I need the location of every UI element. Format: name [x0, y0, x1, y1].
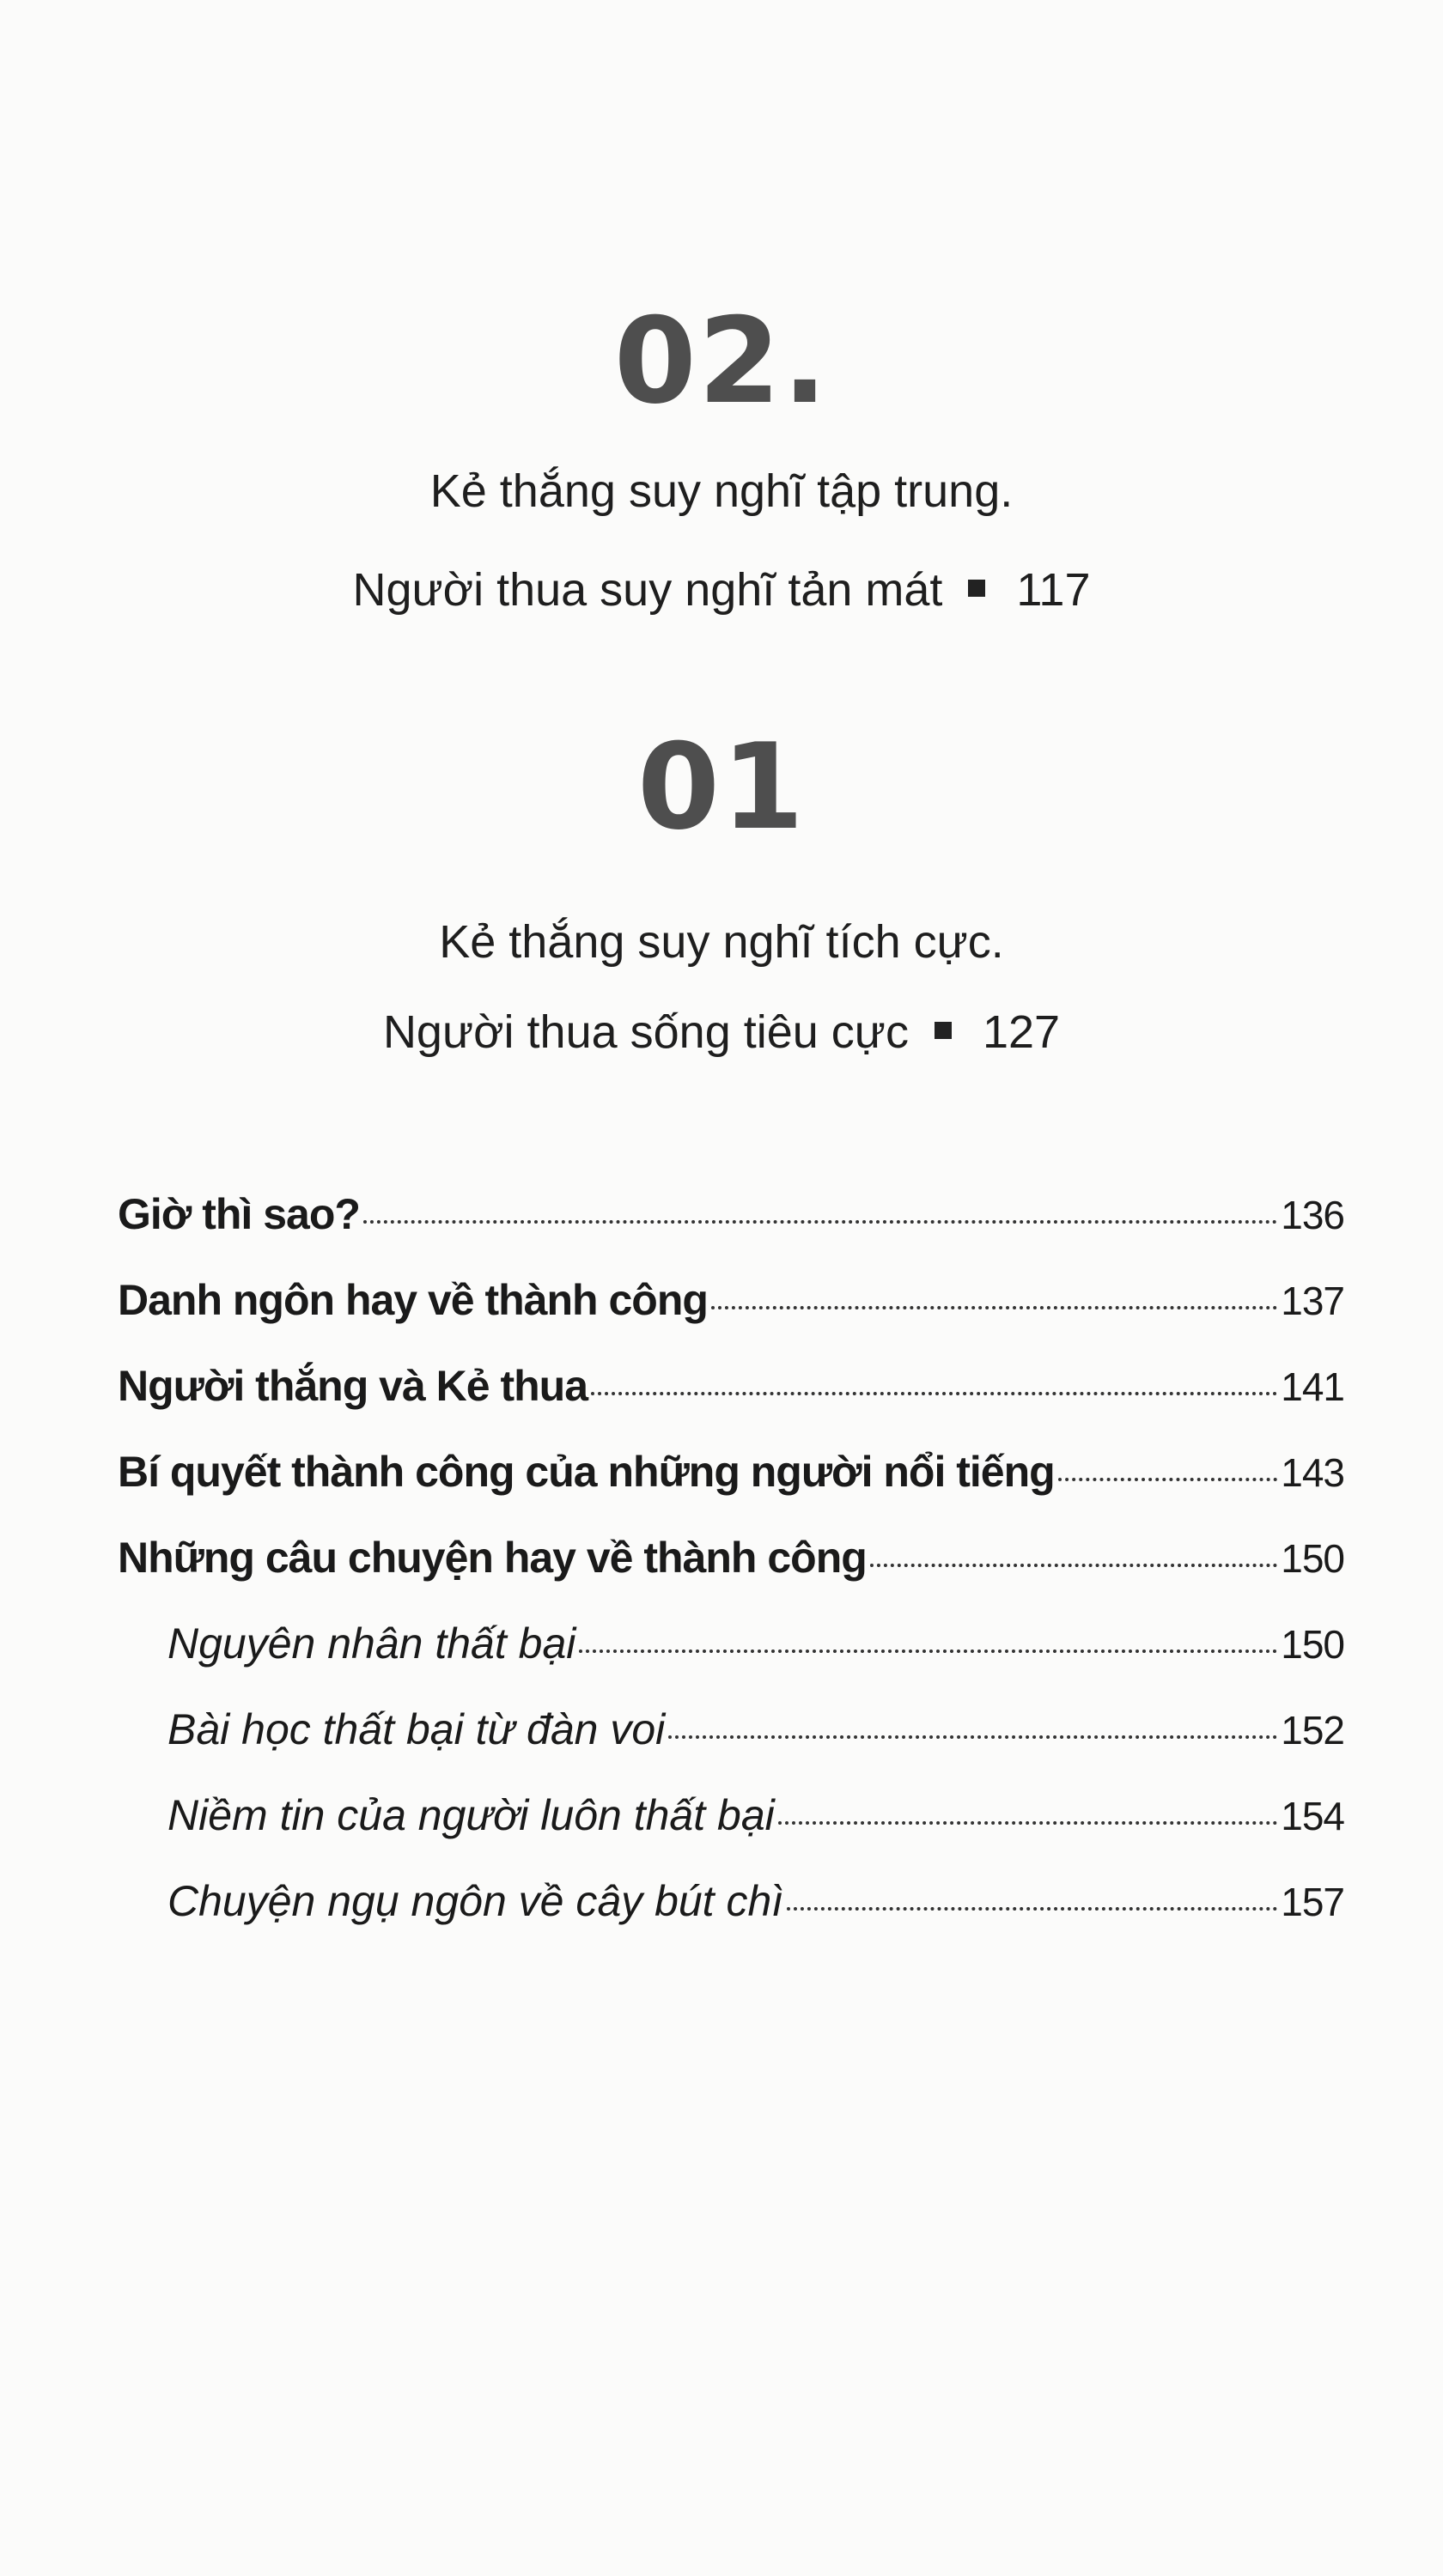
- toc-entry-title: Niềm tin của người luôn thất bại: [167, 1791, 775, 1839]
- toc-entry-page: 150: [1281, 1536, 1344, 1581]
- toc-entry-title: Chuyện ngụ ngôn về cây bút chì: [167, 1877, 784, 1925]
- chapter-number: 01: [636, 718, 807, 856]
- toc-entry-title: Nguyên nhân thất bại: [167, 1619, 576, 1668]
- chapter-title-line1: Kẻ thắng suy nghĩ tích cực.: [439, 916, 1004, 968]
- chapter-page: 127: [982, 1006, 1061, 1058]
- dot-leader: [787, 1907, 1277, 1911]
- toc-entry[interactable]: [118, 1275, 1344, 1361]
- toc-entry[interactable]: [118, 1619, 1344, 1704]
- chapter-title-line2: [0, 564, 1443, 616]
- chapter-page: 117: [1016, 564, 1091, 616]
- toc-entry-page: 141: [1281, 1364, 1344, 1409]
- toc-entry-title: Bài học thất bại từ đàn voi: [167, 1705, 666, 1753]
- toc-entry-page: 136: [1281, 1193, 1344, 1237]
- chapter-title-line1: Kẻ thắng suy nghĩ tập trung.: [429, 465, 1014, 517]
- square-bullet-icon: [935, 1022, 952, 1039]
- chapter-title-text: Người thua suy nghĩ tản mát: [352, 564, 943, 616]
- chapter-title-text: Người thua sống tiêu cực: [382, 1006, 909, 1058]
- dot-leader: [668, 1735, 1277, 1739]
- toc-entry-title: Giờ thì sao?: [118, 1190, 360, 1238]
- table-of-contents: [118, 1189, 1344, 1962]
- dot-leader: [870, 1564, 1277, 1567]
- toc-entry-title: Những câu chuyện hay về thành công: [118, 1534, 867, 1582]
- toc-entry-page: 143: [1281, 1450, 1344, 1495]
- chapter-number: 02.: [613, 292, 830, 430]
- toc-entry[interactable]: [118, 1790, 1344, 1876]
- dot-leader: [591, 1392, 1277, 1395]
- dot-leader: [711, 1306, 1277, 1309]
- square-bullet-icon: [968, 580, 985, 597]
- toc-entry[interactable]: [118, 1533, 1344, 1619]
- toc-entry-page: 154: [1281, 1794, 1344, 1838]
- dot-leader: [1058, 1478, 1278, 1481]
- toc-entry[interactable]: [118, 1876, 1344, 1962]
- chapter-title-line2: [0, 1006, 1443, 1058]
- toc-entry[interactable]: [118, 1361, 1344, 1447]
- toc-entry[interactable]: [118, 1447, 1344, 1533]
- toc-entry-title: Bí quyết thành công của những người nổi tiếng: [118, 1448, 1055, 1496]
- toc-entry-page: 137: [1281, 1279, 1344, 1323]
- toc-entry-page: 152: [1281, 1708, 1344, 1753]
- toc-entry[interactable]: [118, 1189, 1344, 1275]
- dot-leader: [363, 1220, 1277, 1224]
- toc-entry-title: Người thắng và Kẻ thua: [118, 1362, 588, 1410]
- dot-leader: [579, 1649, 1277, 1653]
- dot-leader: [778, 1821, 1278, 1825]
- toc-entry[interactable]: [118, 1704, 1344, 1790]
- toc-entry-title: Danh ngôn hay về thành công: [118, 1276, 708, 1324]
- toc-entry-page: 150: [1281, 1622, 1344, 1667]
- toc-entry-page: 157: [1281, 1880, 1344, 1924]
